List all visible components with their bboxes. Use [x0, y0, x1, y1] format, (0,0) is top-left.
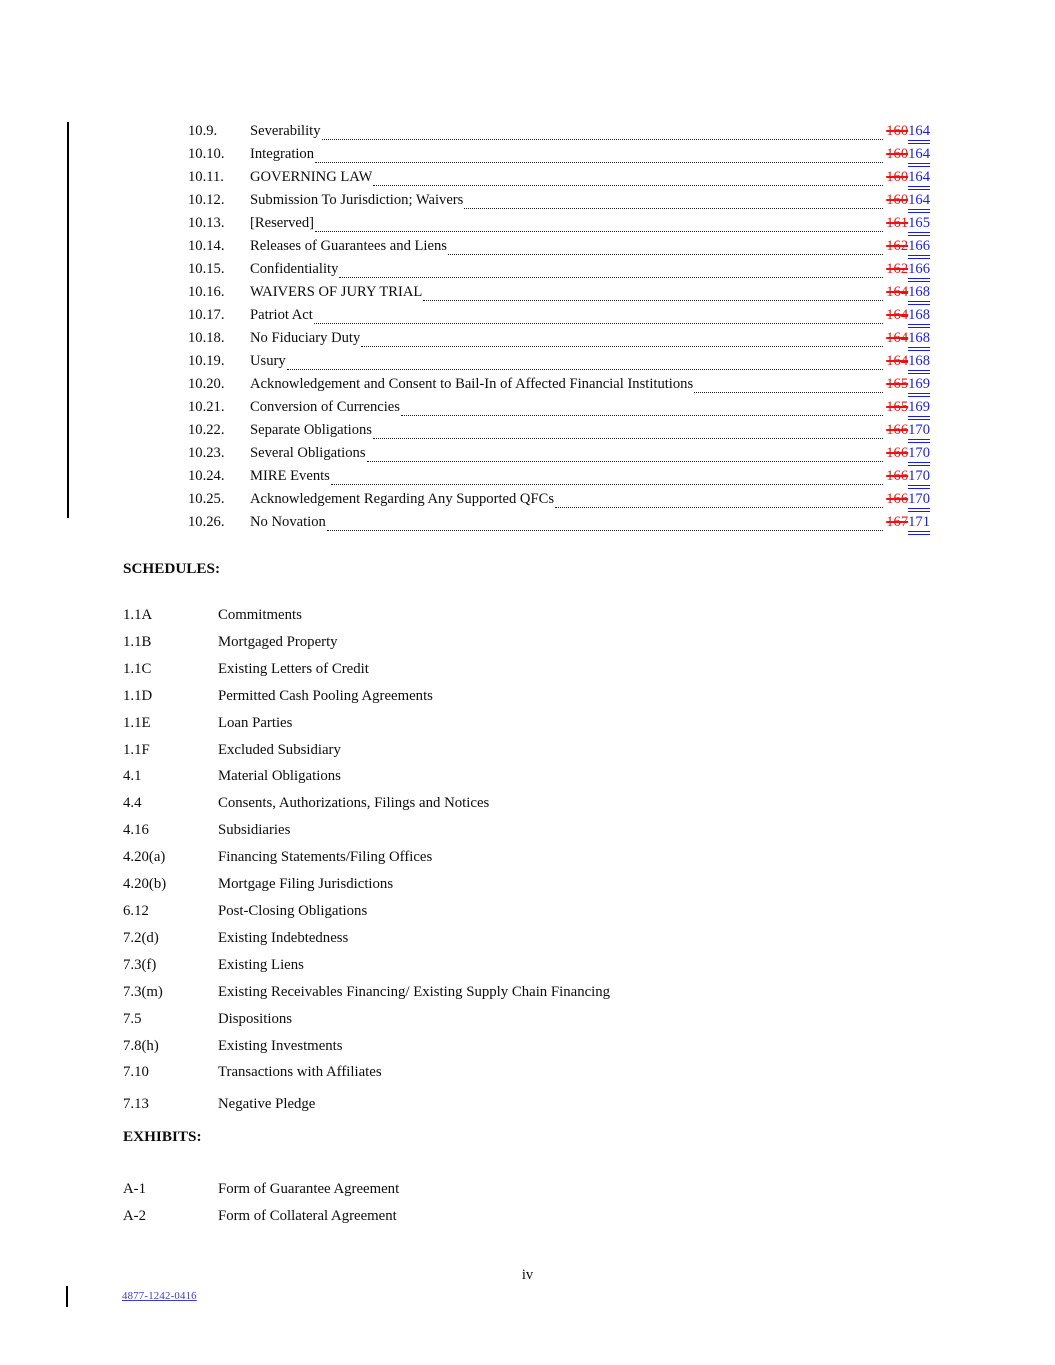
toc-entry-title: [Reserved] — [250, 215, 315, 231]
toc-entry-title: GOVERNING LAW — [250, 169, 373, 185]
toc-entry-title: Severability — [250, 123, 321, 139]
toc-entry-pages — [886, 328, 930, 351]
toc-entry-pages — [886, 259, 930, 282]
schedule-title: Negative Pledge — [218, 1096, 316, 1113]
toc-entry-title: MIRE Events — [250, 468, 330, 484]
deleted-page-number: 166 — [886, 422, 909, 438]
toc-entry — [188, 328, 930, 351]
toc-entry — [188, 236, 930, 259]
table-of-contents — [188, 121, 930, 535]
revision-change-bar — [67, 122, 69, 518]
toc-entry-number: 10.23. — [188, 445, 225, 461]
toc-entry-number: 10.18. — [188, 330, 225, 346]
deleted-page-number: 161 — [886, 215, 909, 231]
toc-entry-title: Confidentiality — [250, 261, 339, 277]
inserted-page-number: 168 — [908, 307, 930, 328]
schedule-number: 1.1F — [123, 741, 150, 758]
toc-entry-pages — [886, 144, 930, 167]
dotted-leader — [287, 368, 884, 370]
schedule-number: 7.2(d) — [123, 929, 159, 946]
deleted-page-number: 165 — [886, 376, 909, 392]
toc-entry-number: 10.14. — [188, 238, 225, 254]
toc-entry-number: 10.11. — [188, 169, 224, 185]
schedule-number: 1.1C — [123, 660, 152, 677]
exhibit-item — [123, 1203, 943, 1230]
toc-entry-number: 10.10. — [188, 146, 225, 162]
schedule-item — [123, 602, 943, 629]
schedule-number: 7.8(h) — [123, 1037, 159, 1054]
toc-entry — [188, 121, 930, 144]
inserted-page-number: 168 — [908, 353, 930, 374]
schedule-title: Mortgage Filing Jurisdictions — [218, 876, 394, 893]
toc-entry-number: 10.19. — [188, 353, 225, 369]
toc-entry-number: 10.21. — [188, 399, 225, 415]
deleted-page-number: 160 — [886, 123, 909, 139]
schedule-title: Financing Statements/Filing Offices — [218, 849, 433, 866]
schedule-number: 7.5 — [123, 1010, 142, 1027]
deleted-page-number: 164 — [886, 284, 909, 300]
inserted-page-number: 171 — [908, 514, 930, 535]
toc-entry — [188, 282, 930, 305]
schedule-item — [123, 737, 943, 764]
toc-entry-number: 10.15. — [188, 261, 225, 277]
exhibits-heading: EXHIBITS: — [123, 1128, 202, 1145]
schedule-title: Subsidiaries — [218, 822, 291, 839]
toc-entry-title: Releases of Guarantees and Liens — [250, 238, 447, 254]
toc-entry-title: Several Obligations — [250, 445, 366, 461]
schedule-number: 4.1 — [123, 768, 142, 785]
exhibit-number: A-1 — [123, 1181, 147, 1197]
toc-entry-number: 10.20. — [188, 376, 225, 392]
toc-entry-title: Usury — [250, 353, 286, 369]
toc-entry-pages — [886, 351, 930, 374]
dotted-leader — [327, 529, 883, 531]
toc-entry-pages — [886, 397, 930, 420]
schedule-number: 7.10 — [123, 1064, 149, 1081]
schedule-title: Commitments — [218, 607, 302, 623]
toc-entry — [188, 397, 930, 420]
toc-entry-number: 10.24. — [188, 468, 225, 484]
toc-entry — [188, 374, 930, 397]
inserted-page-number: 164 — [908, 192, 930, 213]
deleted-page-number: 166 — [886, 468, 909, 484]
inserted-page-number: 170 — [908, 422, 930, 443]
toc-entry — [188, 512, 930, 535]
dotted-leader — [315, 161, 883, 163]
exhibit-title: Form of Guarantee Agreement — [218, 1181, 400, 1197]
schedule-title: Post-Closing Obligations — [218, 902, 368, 919]
schedule-item — [123, 817, 943, 844]
toc-entry-pages — [886, 443, 930, 466]
deleted-page-number: 162 — [886, 261, 909, 277]
schedule-title: Existing Receivables Financing/ Existing Supply Chain Financing — [218, 983, 611, 1000]
toc-entry-pages — [886, 466, 930, 489]
schedule-number: 4.20(a) — [123, 849, 166, 866]
schedule-title: Transactions with Affiliates — [218, 1064, 382, 1081]
inserted-page-number: 164 — [908, 169, 930, 190]
schedule-title: Existing Liens — [218, 956, 304, 973]
dotted-leader — [373, 437, 883, 439]
toc-entry-number: 10.16. — [188, 284, 225, 300]
deleted-page-number: 167 — [886, 514, 909, 530]
toc-entry — [188, 167, 930, 190]
toc-entry-pages — [886, 167, 930, 190]
toc-entry-number: 10.22. — [188, 422, 225, 438]
schedule-item — [123, 1006, 943, 1033]
toc-entry-title: Acknowledgement and Consent to Bail-In of Affected Financial Institutions — [250, 376, 694, 392]
toc-entry-number: 10.17. — [188, 307, 225, 323]
schedule-item — [123, 656, 943, 683]
document-id-stamp: 4877-1242-0416 — [122, 1290, 197, 1302]
schedule-number: 7.3(m) — [123, 983, 163, 1000]
schedule-title: Consents, Authorizations, Filings and Notices — [218, 795, 490, 812]
inserted-page-number: 170 — [908, 491, 930, 512]
inserted-page-number: 166 — [908, 238, 930, 259]
toc-entry — [188, 144, 930, 167]
toc-entry-number: 10.13. — [188, 215, 225, 231]
toc-entry-number: 10.25. — [188, 491, 225, 507]
schedules-list — [123, 602, 943, 1118]
schedule-number: 6.12 — [123, 902, 149, 919]
page-number: iv — [521, 1267, 534, 1283]
toc-entry-title: No Novation — [250, 514, 326, 530]
schedule-item — [123, 871, 943, 898]
schedule-title: Existing Investments — [218, 1037, 343, 1054]
deleted-page-number: 160 — [886, 192, 909, 208]
toc-entry-pages — [886, 420, 930, 443]
toc-entry-title: Submission To Jurisdiction; Waivers — [250, 192, 464, 208]
exhibit-number: A-2 — [123, 1207, 147, 1224]
inserted-page-number: 165 — [908, 215, 930, 236]
toc-entry — [188, 190, 930, 213]
toc-entry-pages — [886, 282, 930, 305]
inserted-page-number: 164 — [908, 146, 930, 167]
toc-entry-number: 10.9. — [188, 123, 218, 139]
toc-entry-number: 10.12. — [188, 192, 225, 208]
dotted-leader — [401, 414, 883, 416]
toc-entry-pages — [886, 121, 930, 144]
deleted-page-number: 166 — [886, 445, 909, 461]
toc-entry-pages — [886, 305, 930, 328]
toc-entry-pages — [886, 512, 930, 535]
toc-entry-title: No Fiduciary Duty — [250, 330, 361, 346]
schedule-item — [123, 763, 943, 790]
schedule-item — [123, 979, 943, 1006]
revision-change-bar — [66, 1286, 68, 1307]
schedule-number: 7.3(f) — [123, 956, 157, 973]
dotted-leader — [423, 299, 883, 301]
schedule-title: Mortgaged Property — [218, 633, 338, 650]
schedule-item — [123, 1033, 943, 1060]
dotted-leader — [694, 391, 883, 393]
schedule-item — [123, 1059, 943, 1086]
deleted-page-number: 160 — [886, 146, 909, 162]
toc-entry-number: 10.26. — [188, 514, 225, 530]
toc-entry — [188, 489, 930, 512]
deleted-page-number: 164 — [886, 307, 909, 323]
toc-entry — [188, 259, 930, 282]
schedule-number: 4.4 — [123, 795, 142, 812]
inserted-page-number: 166 — [908, 261, 930, 282]
schedule-item — [123, 710, 943, 737]
schedule-item — [123, 683, 943, 710]
toc-entry — [188, 351, 930, 374]
dotted-leader — [339, 276, 883, 278]
schedule-number: 1.1E — [123, 714, 151, 731]
inserted-page-number: 164 — [908, 123, 930, 144]
toc-entry-pages — [886, 190, 930, 213]
toc-entry-pages — [886, 489, 930, 512]
dotted-leader — [331, 483, 883, 485]
schedule-item — [123, 790, 943, 817]
dotted-leader — [322, 138, 884, 140]
deleted-page-number: 166 — [886, 491, 909, 507]
exhibit-title: Form of Collateral Agreement — [218, 1207, 397, 1224]
toc-entry-title: Separate Obligations — [250, 422, 372, 438]
dotted-leader — [367, 460, 884, 462]
inserted-page-number: 169 — [908, 376, 930, 397]
inserted-page-number: 170 — [908, 468, 930, 489]
toc-entry-pages — [886, 374, 930, 397]
deleted-page-number: 164 — [886, 353, 909, 369]
schedule-number: 1.1D — [123, 687, 153, 704]
schedule-number: 4.16 — [123, 822, 149, 839]
schedule-number: 7.13 — [123, 1096, 149, 1113]
schedule-number: 4.20(b) — [123, 876, 167, 893]
schedule-title: Permitted Cash Pooling Agreements — [218, 687, 433, 704]
schedules-heading: SCHEDULES: — [123, 560, 221, 577]
toc-entry-title: WAIVERS OF JURY TRIAL — [250, 284, 423, 300]
toc-entry-pages — [886, 236, 930, 259]
schedule-title: Loan Parties — [218, 714, 293, 731]
exhibit-item — [123, 1176, 943, 1203]
schedule-title: Dispositions — [218, 1010, 292, 1027]
toc-entry — [188, 466, 930, 489]
schedule-item — [123, 1091, 943, 1118]
toc-entry — [188, 420, 930, 443]
deleted-page-number: 164 — [886, 330, 909, 346]
inserted-page-number: 169 — [908, 399, 930, 420]
toc-entry — [188, 305, 930, 328]
toc-entry-title: Acknowledgement Regarding Any Supported QFCs — [250, 491, 555, 507]
toc-entry-title: Integration — [250, 146, 315, 162]
dotted-leader — [314, 322, 883, 324]
deleted-page-number: 165 — [886, 399, 909, 415]
toc-entry-title: Conversion of Currencies — [250, 399, 400, 415]
schedule-number: 1.1B — [123, 633, 152, 650]
dotted-leader — [555, 506, 883, 508]
schedule-title: Existing Indebtedness — [218, 929, 349, 946]
schedule-item — [123, 952, 943, 979]
toc-entry-pages — [886, 213, 930, 236]
inserted-page-number: 168 — [908, 330, 930, 351]
schedule-item — [123, 898, 943, 925]
inserted-page-number: 168 — [908, 284, 930, 305]
toc-entry — [188, 443, 930, 466]
schedule-number: 1.1A — [123, 607, 153, 623]
schedule-item — [123, 925, 943, 952]
dotted-leader — [361, 345, 883, 347]
dotted-leader — [464, 207, 883, 209]
deleted-page-number: 160 — [886, 169, 909, 185]
schedule-title: Existing Letters of Credit — [218, 660, 369, 677]
schedule-title: Material Obligations — [218, 768, 341, 785]
toc-entry-title: Patriot Act — [250, 307, 313, 323]
schedule-item — [123, 629, 943, 656]
deleted-page-number: 162 — [886, 238, 909, 254]
dotted-leader — [373, 184, 883, 186]
schedule-title: Excluded Subsidiary — [218, 741, 341, 758]
inserted-page-number: 170 — [908, 445, 930, 466]
schedule-item — [123, 844, 943, 871]
dotted-leader — [315, 230, 883, 232]
dotted-leader — [448, 253, 883, 255]
exhibits-list — [123, 1176, 943, 1230]
toc-entry — [188, 213, 930, 236]
